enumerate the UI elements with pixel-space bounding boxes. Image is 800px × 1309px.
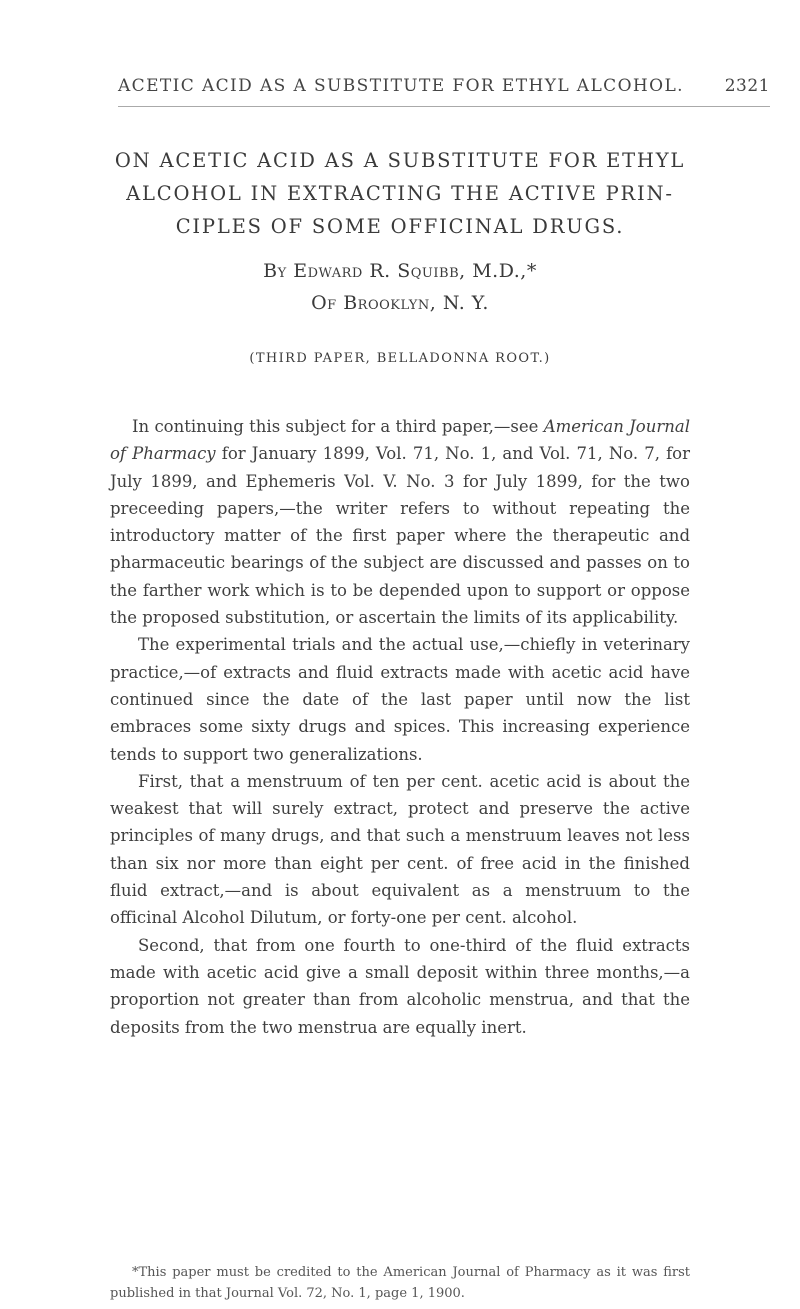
running-head-title: ACETIC ACID AS A SUBSTITUTE FOR ETHYL ALCOHOL. (118, 76, 684, 96)
page-number: 2321 (724, 76, 770, 96)
author-byline: By Edward R. Squibb, M.D.,* (263, 260, 537, 282)
header-rule (118, 106, 770, 107)
paragraph-3: First, that a menstruum of ten per cent. acetic acid is about the weakest that will surely extract, protect and preserve the active principles of many drugs, and that such a menstruum leaves not less than six nor more than eight per cent. of free acid in the finished fluid extract,—and is about equivalent as a menstruum to the officinal Alcohol Dilutum, or forty-one per cent. alcohol. (110, 771, 690, 928)
journal-citation: American Journal of Pharmacy (110, 417, 690, 464)
title-line-3: CIPLES OF SOME OFFICINAL DRUGS. (175, 215, 625, 238)
paragraph-4: Second, that from one fourth to one-third of the fluid extracts made with acetic acid give a small deposit within three months,—a proportion not greater than from alcoholic menstrua, and that the deposits from the two menstrua are equally inert. (110, 935, 690, 1037)
footnote (110, 1262, 690, 1304)
title-line-1: ON ACETIC ACID AS A SUBSTITUTE FOR ETHYL (114, 149, 686, 172)
article-title (100, 144, 700, 243)
footnote-text: *This paper must be credited to the American Journal of Pharmacy as it was first published in that Journal Vol. 72, No. 1, page 1, 1900. (110, 1265, 690, 1301)
article-body (110, 413, 690, 1041)
article-subtitle: (THIRD PAPER, BELLADONNA ROOT.) (249, 351, 551, 366)
paragraph-2: The experimental trials and the actual use,—chiefly in veterinary practice,—of extracts and fluid extracts made with acetic acid have continued since the date of the last paper until now the list embraces some sixty drugs and spices. This increasing experience tends to support two generalizations. (110, 635, 690, 764)
running-head (118, 76, 770, 96)
title-line-2: ALCOHOL IN EXTRACTING THE ACTIVE PRIN- (126, 182, 674, 205)
author-affiliation: Of Brooklyn, N. Y. (311, 292, 489, 314)
paragraph-1: In continuing this subject for a third paper,—see American Journal of Pharmacy for January 1899, Vol. 71, No. 1, and Vol. 71, No. 7, for July 1899, and Ephemeris Vol. V. No. 3 for July 1899, for the two preceeding papers,—the writer refers to without repeating the introductory matter of the first paper where the therapeutic and pharmaceutic bearings of the subject are discussed and passes on to the farther work which is to be depended upon to support or oppose the proposed substitution, or ascertain the limits of its applicability. (110, 417, 690, 628)
